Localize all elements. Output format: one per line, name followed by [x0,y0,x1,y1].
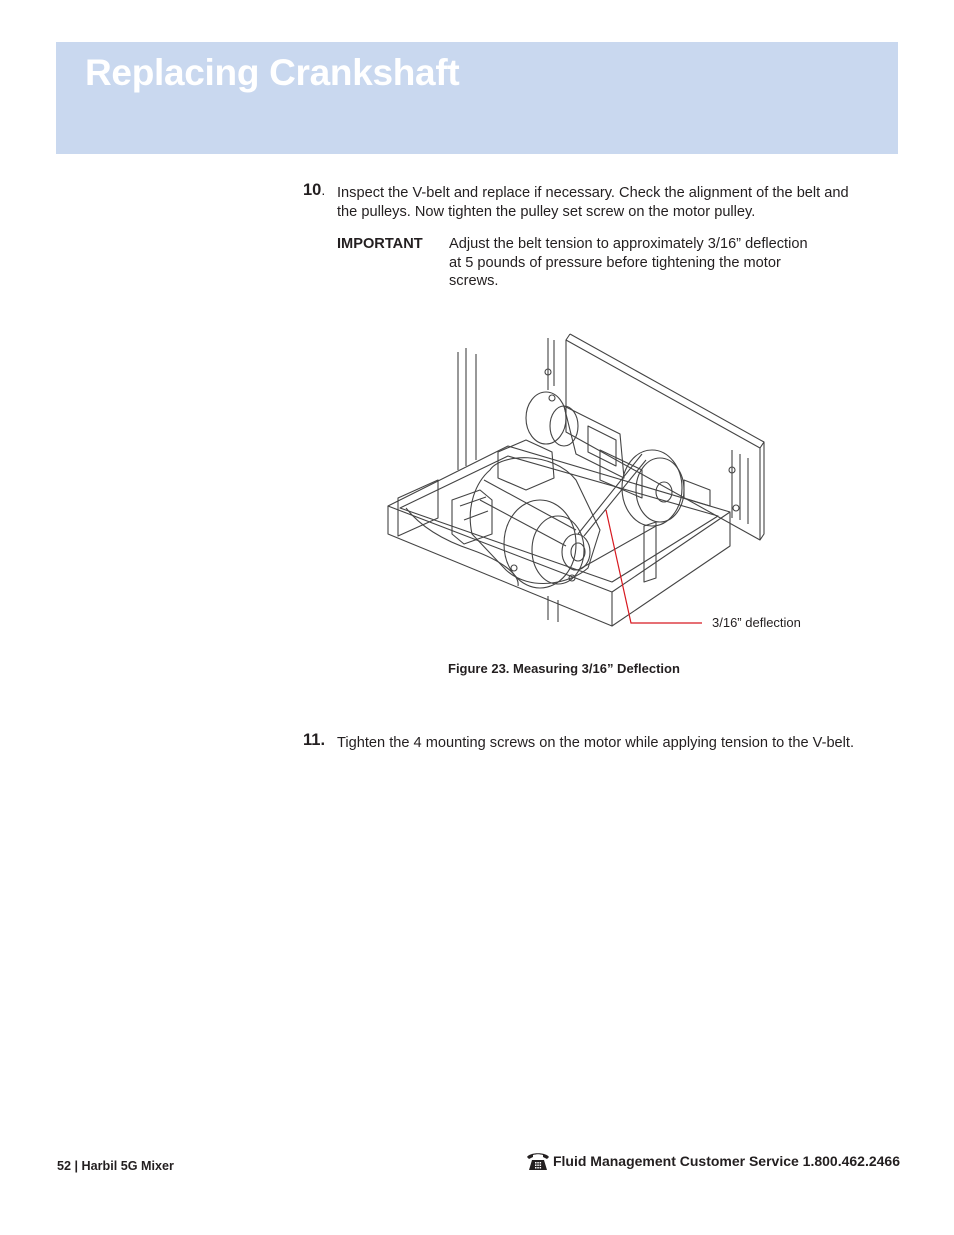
footer-page-label: 52 | Harbil 5G Mixer [57,1159,174,1173]
deflection-callout-label: 3/16” deflection [712,615,801,630]
footer-customer-service-text: Fluid Management Customer Service 1.800.462.2466 [552,1153,900,1169]
page-title: Replacing Crankshaft [85,52,460,93]
important-label: IMPORTANT [337,236,423,252]
header-band [56,42,898,154]
important-text: Adjust the belt tension to approximately 3/16” deflection at 5 pounds of pressure before tightening the motor screws. [449,236,808,289]
step-number: 10. [303,181,326,199]
step-number: 11. [303,731,326,749]
footer-customer-service [526,1151,900,1171]
step-text: Inspect the V-belt and replace if necessary. Check the alignment of the belt and the pulleys. Now tighten the pulley set screw on the motor pulley. [337,185,849,220]
step-text: Tighten the 4 mounting screws on the motor while applying tension to the V-belt. [337,735,855,751]
mixer-drive-illustration [380,330,820,635]
figure-caption: Figure 23. Measuring 3/16” Deflection [448,661,680,676]
telephone-icon [526,1151,550,1171]
